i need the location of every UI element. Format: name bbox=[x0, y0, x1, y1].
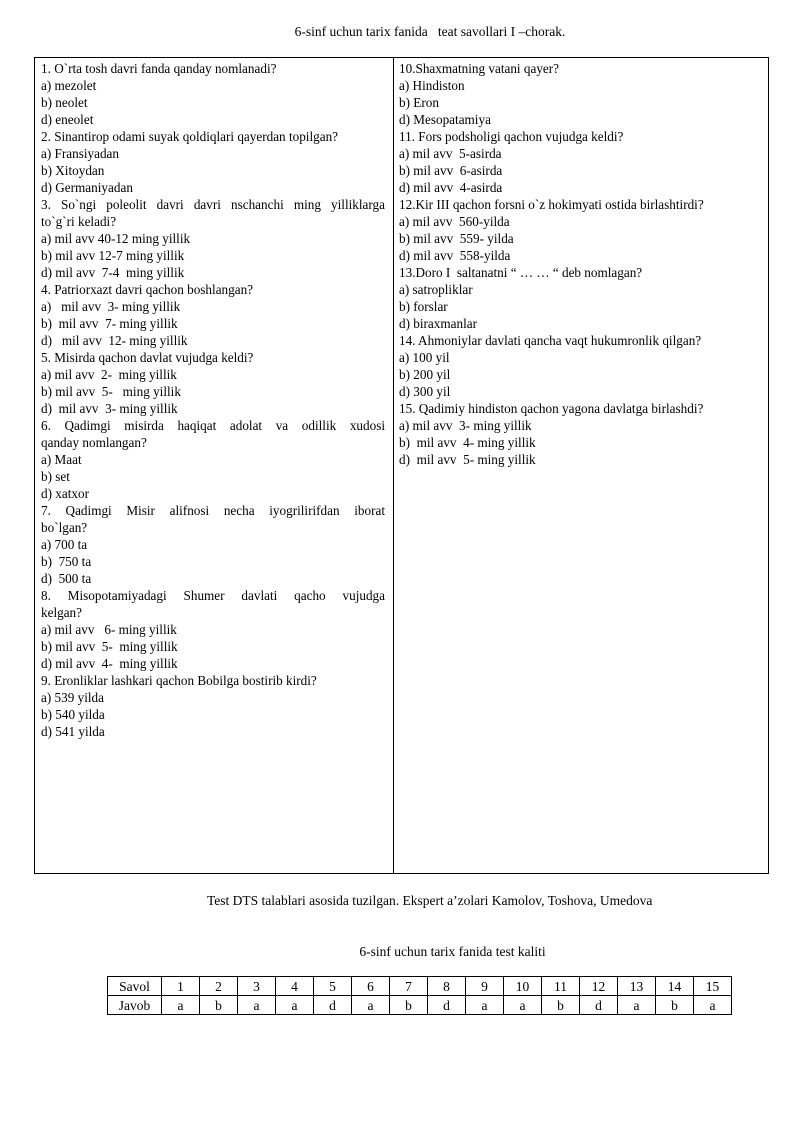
answer-option: d) mil avv 4-asirda bbox=[399, 180, 503, 195]
question-line: 10.Shaxmatning vatani qayer? bbox=[399, 61, 560, 76]
questions-box bbox=[34, 57, 769, 874]
answer-option: b) 750 ta bbox=[41, 554, 92, 569]
answer-option: a) Fransiyadan bbox=[41, 146, 119, 161]
question-line: bo`lgan? bbox=[41, 520, 88, 535]
answer-key-title: 6-sinf uchun tarix fanida test kaliti bbox=[359, 944, 546, 959]
question-line: 3. So`ngi poleolit davri davri nschanchi ming yilliklarga bbox=[41, 197, 385, 212]
question-number: 7 bbox=[390, 977, 428, 996]
answer-option: d) mil avv 3- ming yillik bbox=[41, 401, 178, 416]
question-number: 3 bbox=[238, 977, 276, 996]
answer-letter: d bbox=[428, 996, 466, 1015]
question-number: 2 bbox=[200, 977, 238, 996]
question-line: 12.Kir III qachon forsni o`z hokimyati ostida birlashtirdi? bbox=[399, 197, 704, 212]
answer-option: a) Maat bbox=[41, 452, 82, 467]
answer-option: a) Hindiston bbox=[399, 78, 465, 93]
answer-option: a) mil avv 40-12 ming yillik bbox=[41, 231, 191, 246]
answer-option: d) mil avv 4- ming yillik bbox=[41, 656, 178, 671]
question-number: 10 bbox=[504, 977, 542, 996]
question-number: 8 bbox=[428, 977, 466, 996]
answer-option: b) mil avv 7- ming yillik bbox=[41, 316, 178, 331]
question-number: 9 bbox=[466, 977, 504, 996]
questions-right-column bbox=[399, 60, 761, 468]
answer-option: a) mil avv 5-asirda bbox=[399, 146, 502, 161]
answer-option: a) 100 yil bbox=[399, 350, 450, 365]
answer-letter: a bbox=[618, 996, 656, 1015]
answer-option: d) mil avv 5- ming yillik bbox=[399, 452, 536, 467]
answer-letter: b bbox=[390, 996, 428, 1015]
answer-letter: a bbox=[504, 996, 542, 1015]
answer-option: a) mil avv 6- ming yillik bbox=[41, 622, 177, 637]
question-line: 4. Patriorxazt davri qachon boshlangan? bbox=[41, 282, 254, 297]
question-line: 6. Qadimgi misirda haqiqat adolat va odillik xudosi bbox=[41, 418, 385, 433]
answer-option: d) 300 yil bbox=[399, 384, 451, 399]
question-line: 8. Misopotamiyadagi Shumer davlati qacho vujudga bbox=[41, 588, 385, 603]
question-number: 13 bbox=[618, 977, 656, 996]
answer-option: b) 540 yilda bbox=[41, 707, 105, 722]
answer-option: d) mil avv 12- ming yillik bbox=[41, 333, 188, 348]
answer-option: b) mil avv 6-asirda bbox=[399, 163, 503, 178]
answer-letter: a bbox=[352, 996, 390, 1015]
answer-option: d) biraxmanlar bbox=[399, 316, 477, 331]
answer-letter: d bbox=[580, 996, 618, 1015]
answer-option: a) mil avv 3- ming yillik bbox=[41, 299, 181, 314]
answer-letter: b bbox=[656, 996, 694, 1015]
question-line: kelgan? bbox=[41, 605, 83, 620]
answer-option: b) forslar bbox=[399, 299, 448, 314]
column-divider bbox=[393, 58, 394, 873]
question-line: 14. Ahmoniylar davlati qancha vaqt hukumronlik qilgan? bbox=[399, 333, 702, 348]
answer-option: b) mil avv 12-7 ming yillik bbox=[41, 248, 185, 263]
row-label-savol: Savol bbox=[108, 977, 162, 996]
answer-letter: b bbox=[542, 996, 580, 1015]
question-number: 12 bbox=[580, 977, 618, 996]
answer-option: b) set bbox=[41, 469, 70, 484]
answer-key-table bbox=[107, 976, 732, 1015]
answer-letter: a bbox=[694, 996, 732, 1015]
answer-option: a) mil avv 2- ming yillik bbox=[41, 367, 177, 382]
answer-option: b) Eron bbox=[399, 95, 439, 110]
question-line: 1. O`rta tosh davri fanda qanday nomlanadi? bbox=[41, 61, 277, 76]
question-number: 4 bbox=[276, 977, 314, 996]
answer-row bbox=[108, 996, 732, 1015]
questions-left-column bbox=[41, 60, 385, 740]
answer-option: d) eneolet bbox=[41, 112, 94, 127]
answer-option: b) mil avv 5- ming yillik bbox=[41, 639, 178, 654]
answer-letter: d bbox=[314, 996, 352, 1015]
question-line: 2. Sinantirop odami suyak qoldiqlari qayerdan topilgan? bbox=[41, 129, 339, 144]
answer-option: a) mezolet bbox=[41, 78, 97, 93]
question-number: 6 bbox=[352, 977, 390, 996]
question-number: 15 bbox=[694, 977, 732, 996]
question-number: 14 bbox=[656, 977, 694, 996]
answer-option: b) 200 yil bbox=[399, 367, 451, 382]
answer-option: d) 541 yilda bbox=[41, 724, 105, 739]
answer-option: b) mil avv 5- ming yillik bbox=[41, 384, 181, 399]
answer-letter: a bbox=[162, 996, 200, 1015]
question-number: 11 bbox=[542, 977, 580, 996]
answer-option: d) Mesopatamiya bbox=[399, 112, 491, 127]
question-line: 9. Eronliklar lashkari qachon Bobilga bostirib kirdi? bbox=[41, 673, 317, 688]
page-title: 6-sinf uchun tarix fanida teat savollari I –chorak. bbox=[294, 24, 566, 39]
answer-option: b) neolet bbox=[41, 95, 88, 110]
question-line: 11. Fors podsholigi qachon vujudga keldi? bbox=[399, 129, 624, 144]
footer-note: Test DTS talablari asosida tuzilgan. Ekspert a’zolari Kamolov, Toshova, Umedova bbox=[207, 893, 653, 908]
answer-option: d) xatxor bbox=[41, 486, 89, 501]
answer-option: d) mil avv 7-4 ming yillik bbox=[41, 265, 185, 280]
answer-option: a) satropliklar bbox=[399, 282, 473, 297]
question-number: 1 bbox=[162, 977, 200, 996]
answer-option: d) 500 ta bbox=[41, 571, 92, 586]
question-line: 15. Qadimiy hindiston qachon yagona davlatga birlashdi? bbox=[399, 401, 704, 416]
answer-option: a) mil avv 3- ming yillik bbox=[399, 418, 532, 433]
answer-option: b) Xitoydan bbox=[41, 163, 105, 178]
answer-letter: a bbox=[238, 996, 276, 1015]
question-line: to`g`ri keladi? bbox=[41, 214, 117, 229]
answer-letter: a bbox=[276, 996, 314, 1015]
answer-letter: a bbox=[466, 996, 504, 1015]
answer-option: b) mil avv 559- yilda bbox=[399, 231, 514, 246]
answer-option: a) 539 yilda bbox=[41, 690, 104, 705]
answer-option: a) mil avv 560-yilda bbox=[399, 214, 510, 229]
question-line: qanday nomlangan? bbox=[41, 435, 147, 450]
question-line: 7. Qadimgi Misir alifnosi necha iyogrilirifdan iborat bbox=[41, 503, 385, 518]
question-number: 5 bbox=[314, 977, 352, 996]
answer-option: d) mil avv 558-yilda bbox=[399, 248, 511, 263]
row-label-javob: Javob bbox=[108, 996, 162, 1015]
answer-letter: b bbox=[200, 996, 238, 1015]
answer-option: a) 700 ta bbox=[41, 537, 88, 552]
question-line: 13.Doro I saltanatni “ … … “ deb nomlagan? bbox=[399, 265, 643, 280]
answer-option: b) mil avv 4- ming yillik bbox=[399, 435, 536, 450]
question-line: 5. Misirda qachon davlat vujudga keldi? bbox=[41, 350, 254, 365]
answer-option: d) Germaniyadan bbox=[41, 180, 133, 195]
question-number-row bbox=[108, 977, 732, 996]
